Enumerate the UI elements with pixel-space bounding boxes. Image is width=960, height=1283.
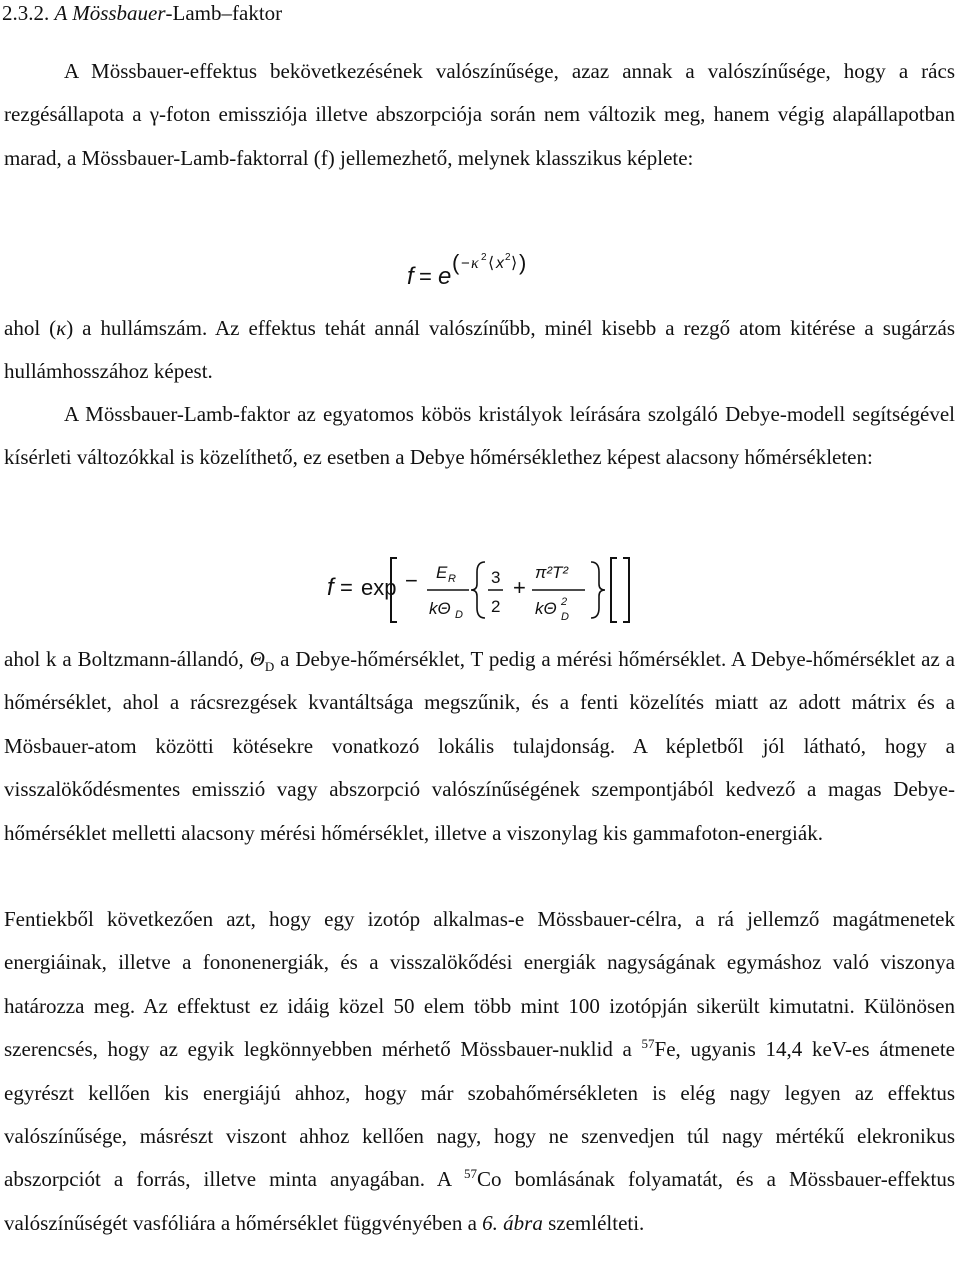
paragraph-isotopes — [4, 898, 955, 1245]
theta-symbol: Θ — [249, 647, 265, 671]
f2-exp: exp — [361, 575, 397, 600]
f1-x-close: ⟩ — [511, 255, 518, 272]
paragraph-wavenumber — [4, 307, 955, 394]
f1-kappa-sq: 2 — [481, 252, 487, 263]
f2-minus: − — [405, 568, 418, 593]
p4-text-b: a Debye-hőmérséklet, T pedig a mérési hőmérséklet. A Debye-hőmérséklet az a hőmérséklet, ahol a rácsrezgések kvantáltsága megszűnik, és a fenti közelítés miatt az adott mátrix és a Mösbauer-atom közötti kötésekre vonatkozó lokális tulajdonság. A képletből jól látható, hogy a visszalökődésmentes emisszió vagy abszorpció valószínűségének szempontjából kedvező a magas Debye-hőmérséklet melletti alacsony mérési hőmérséklet, illetve a viszonylag kis gammafoton-energiák. — [4, 647, 955, 845]
f2-num1-sub: R — [448, 573, 456, 585]
figure-reference: 6. ábra — [482, 1210, 543, 1235]
f2-lhs: f — [327, 574, 334, 601]
p5-text-end: szemlélteti. — [542, 1210, 645, 1235]
formula-mossbauer-classic — [0, 248, 960, 292]
fe-mass-number: 57 — [641, 1036, 655, 1052]
f2-frac3-den: kΘ — [535, 599, 557, 618]
f1-lhs: f — [407, 263, 414, 290]
section-title-rest: -Lamb–faktor — [165, 1, 283, 25]
f2-frac2-num: 3 — [491, 568, 501, 587]
p2-text-a: ahol ( — [4, 316, 57, 340]
f2-left-brace — [471, 562, 485, 618]
f1-x-open: ⟨ — [488, 255, 495, 272]
p2-text-b: ) a hullámszám. Az effektus tehát annál valószínűbb, minél kisebb a rezgő atom kitérése a sugárzás hullámhosszához képest. — [4, 316, 955, 384]
p5-text-fe: Fe, ugyanis 14,4 keV-es átmenete egyrészt kellően kis energiájú ahhoz, hogy már szobahőmérsékleten is elég nagy legyen az effektus valószínűsége, másrészt viszont ahhoz kellően nagy, hogy ne szenvedjen túl nagy mértékű elekronikus abszorpciót a forrás, illetve minta anyagában. A — [4, 1037, 955, 1192]
f2-den1: kΘ — [429, 599, 451, 618]
kappa-symbol: κ — [56, 316, 67, 340]
f1-x: x — [496, 255, 504, 272]
paragraph-debye-temperature — [4, 638, 955, 855]
f1-kappa: κ — [471, 255, 479, 272]
f1-base: e — [438, 263, 452, 290]
f2-right-bracket — [623, 558, 629, 622]
formula2-svg — [325, 550, 635, 630]
section-heading — [2, 0, 282, 26]
f1-exp-open: ( — [452, 250, 460, 275]
f2-frac2-den: 2 — [491, 597, 501, 616]
p5-text-a: Fentiekből következően azt, hogy egy izotóp alkalmas-e Mössbauer-célra, a rá jellemző magátmenetek energiáinak, illetve a fononenergiák, és a visszalökődési energiák nagyságának egymáshoz való viszonya határozza meg. Az effektust ez idáig közel 50 elem több mint 100 izotópján sikerült kimutatni. Különösen szerencsés, hogy az egyik legkönnyebben mérhető Mössbauer-nuklid a — [4, 907, 955, 1062]
f2-eq: = — [340, 575, 353, 600]
section-number: 2.3.2. — [2, 1, 50, 25]
theta-subscript: D — [264, 659, 275, 675]
f1-eq: = — [419, 264, 432, 289]
paragraph-intro: A Mössbauer-effektus bekövetkezésének valószínűsége, azaz annak a valószínűsége, hogy a rács rezgésállapota a γ-foton emissziója illetve abszorpciója során nem változik meg, hanem végig alapállapotban marad, a Mössbauer-Lamb-faktorral (f) jellemezhető, melynek klasszikus képlete: — [4, 59, 955, 170]
p5-text-co: Co bomlásának folyamatát, és a Mössbauer-effektus valószínűségét vasfóliára a hőmérséklet függvényében a — [4, 1167, 955, 1235]
f2-right-bracket-inner — [611, 558, 617, 622]
f2-frac3-den-sub: D — [561, 611, 569, 623]
co-mass-number: 57 — [464, 1166, 477, 1182]
f2-frac3-den-sup: 2 — [561, 596, 568, 608]
f2-den1-sub: D — [455, 609, 463, 621]
p4-text-a: ahol k a Boltzmann-állandó, — [4, 647, 250, 671]
f1-exp-close: ) — [519, 250, 527, 275]
f1-minus: − — [461, 255, 470, 272]
f2-plus: + — [513, 575, 526, 600]
formula1-svg — [405, 248, 555, 292]
f2-num1: E — [436, 563, 448, 582]
f2-right-brace — [591, 562, 605, 618]
f1-x-sq: 2 — [505, 252, 511, 263]
section-title-italic: A Mössbauer — [54, 1, 166, 25]
formula-debye-approx — [0, 550, 960, 630]
f2-frac3-num: π²T² — [535, 563, 569, 582]
paragraph-debye-model: A Mössbauer-Lamb-faktor az egyatomos köbös kristályok leírására szolgáló Debye-modell segítségével kísérleti változókkal is közelíthető, ez esetben a Debye hőmérséklethez képest alacsony hőmérsékleten: — [4, 402, 955, 470]
